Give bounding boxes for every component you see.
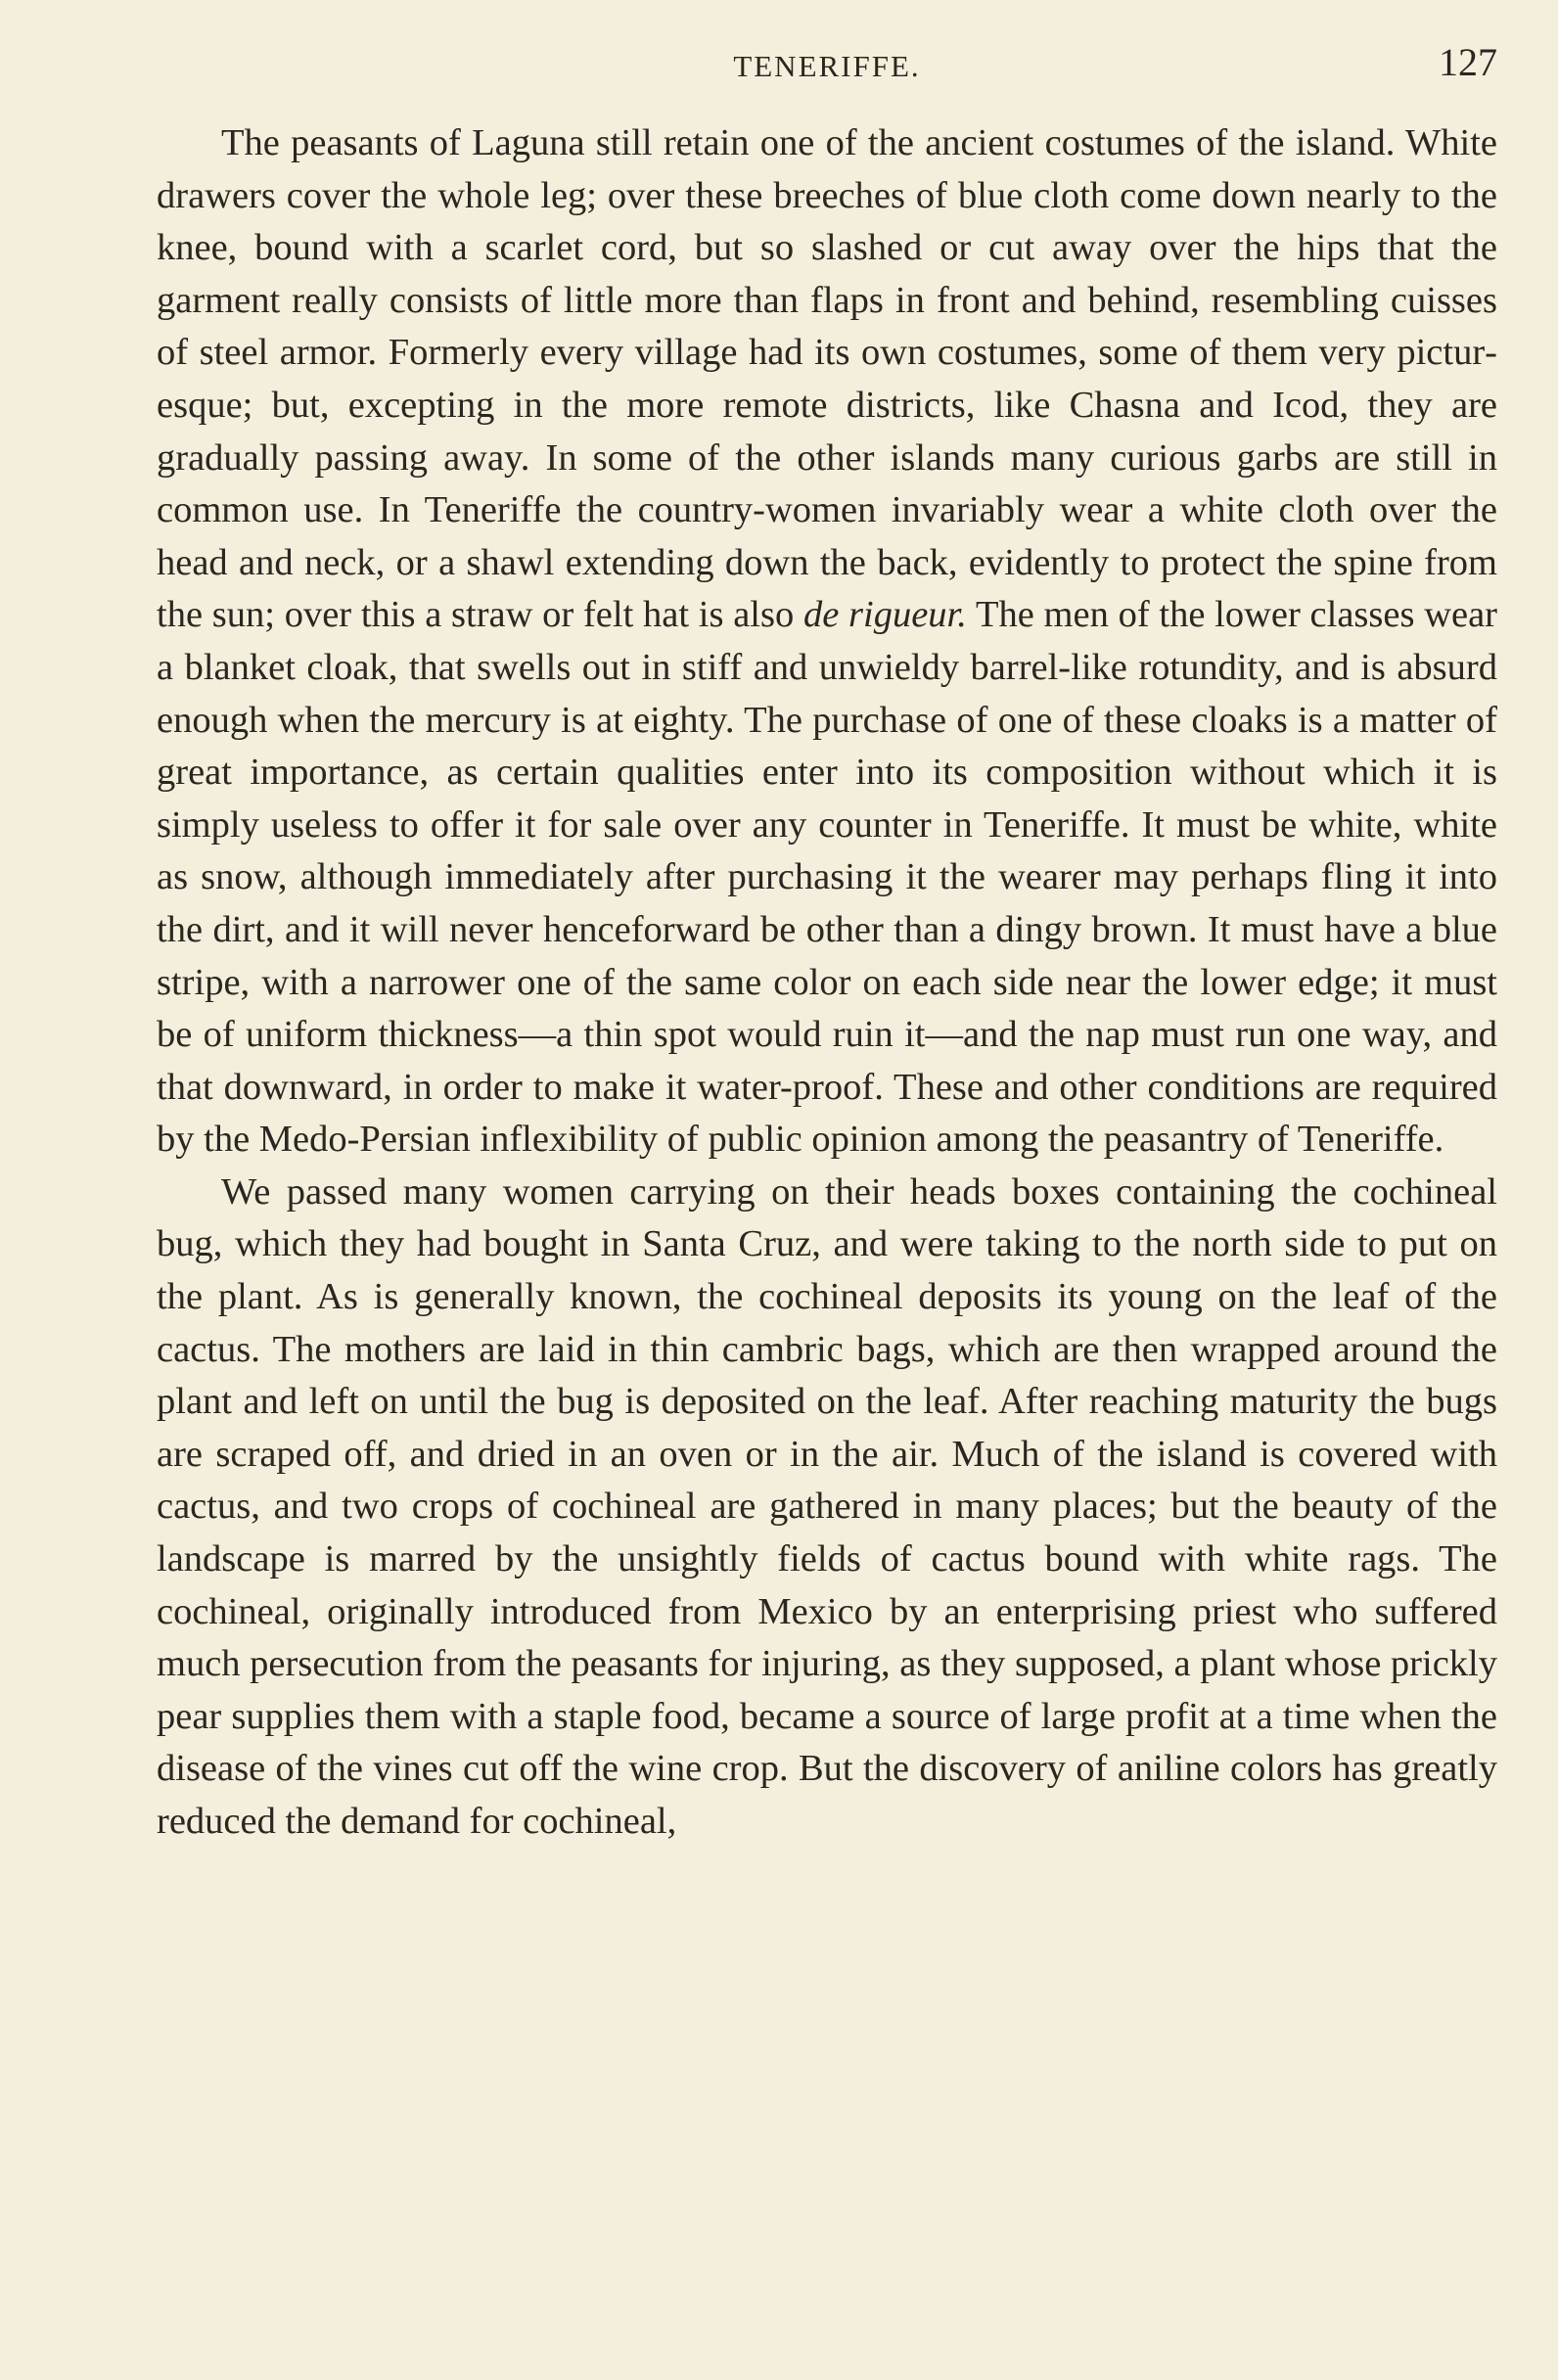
paragraph-costumes	[157, 117, 1497, 1167]
running-title: TENERIFFE.	[733, 49, 921, 83]
paragraph-text: The men of the lower classes wear a blanket cloak, that swells out in stiff and unwieldy barrel-like rotundity, and is absurd enough when the mercury is at eighty. The purchase of one of these cloaks is a matter of great importance, as certain qualities enter into its composition without which it is simply useless to offer it for sale over any counter in Teneriffe. It must be white, white as snow, although immediately after purchasing it the wearer may perhaps fling it into the dirt, and it will never henceforward be other than a dingy brown. It must have a blue stripe, with a narrower one of the same color on each side near the lower edge; it must be of uniform thickness—a thin spot would ruin it—and the nap must run one way, and that downward, in order to make it water-proof. These and other conditions are required by the Medo-Persian inflexibility of public opinion among the peasantry of Teneriffe.	[157, 594, 1497, 1161]
paragraph-cochineal: We passed many women carrying on their heads boxes containing the cochineal bug, which they had bought in Santa Cruz, and were taking to the north side to put on the plant. As is generally known, the cochineal deposits its young on the leaf of the cactus. The mothers are laid in thin cambric bags, which are then wrapped around the plant and left on until the bug is deposited on the leaf. After reaching maturity the bugs are scraped off, and dried in an oven or in the air. Much of the island is covered with cactus, and two crops of cochineal are gathered in many places; but the beauty of the landscape is marred by the unsightly fields of cactus bound with white rags. The cochineal, originally introduced from Mexico by an enterprising priest who suffered much persecution from the peasants for injuring, as they supposed, a plant whose prickly pear supplies them with a staple food, became a source of large profit at a time when the disease of the vines cut off the wine crop. But the discovery of aniline colors has greatly reduced the demand for cochineal,	[157, 1170, 1497, 1842]
page-number: 127	[1439, 40, 1497, 84]
paragraph-text: The peasants of Laguna still retain one of the ancient costumes of the island. White drawers cover the whole leg; over these breeches of blue cloth come down nearly to the knee, bound with a scarlet cord, but so slashed or cut away over the hips that the garment really consists of little more than flaps in front and behind, resembling cuisses of steel armor. Formerly every village had its own costumes, some of them very picturesque; but, excepting in the more remote districts, like Chasna and Icod, they are gradually passing away. In some of the other islands many curious garbs are still in common use. In Teneriffe the country-women invariably wear a white cloth over the head and neck, or a shawl extending down the back, evidently to protect the spine from the sun; over this a straw or felt hat is also	[157, 122, 1497, 636]
running-head	[157, 39, 1497, 88]
body-text	[157, 117, 1497, 1849]
italic-phrase: de rigueur.	[802, 594, 967, 636]
